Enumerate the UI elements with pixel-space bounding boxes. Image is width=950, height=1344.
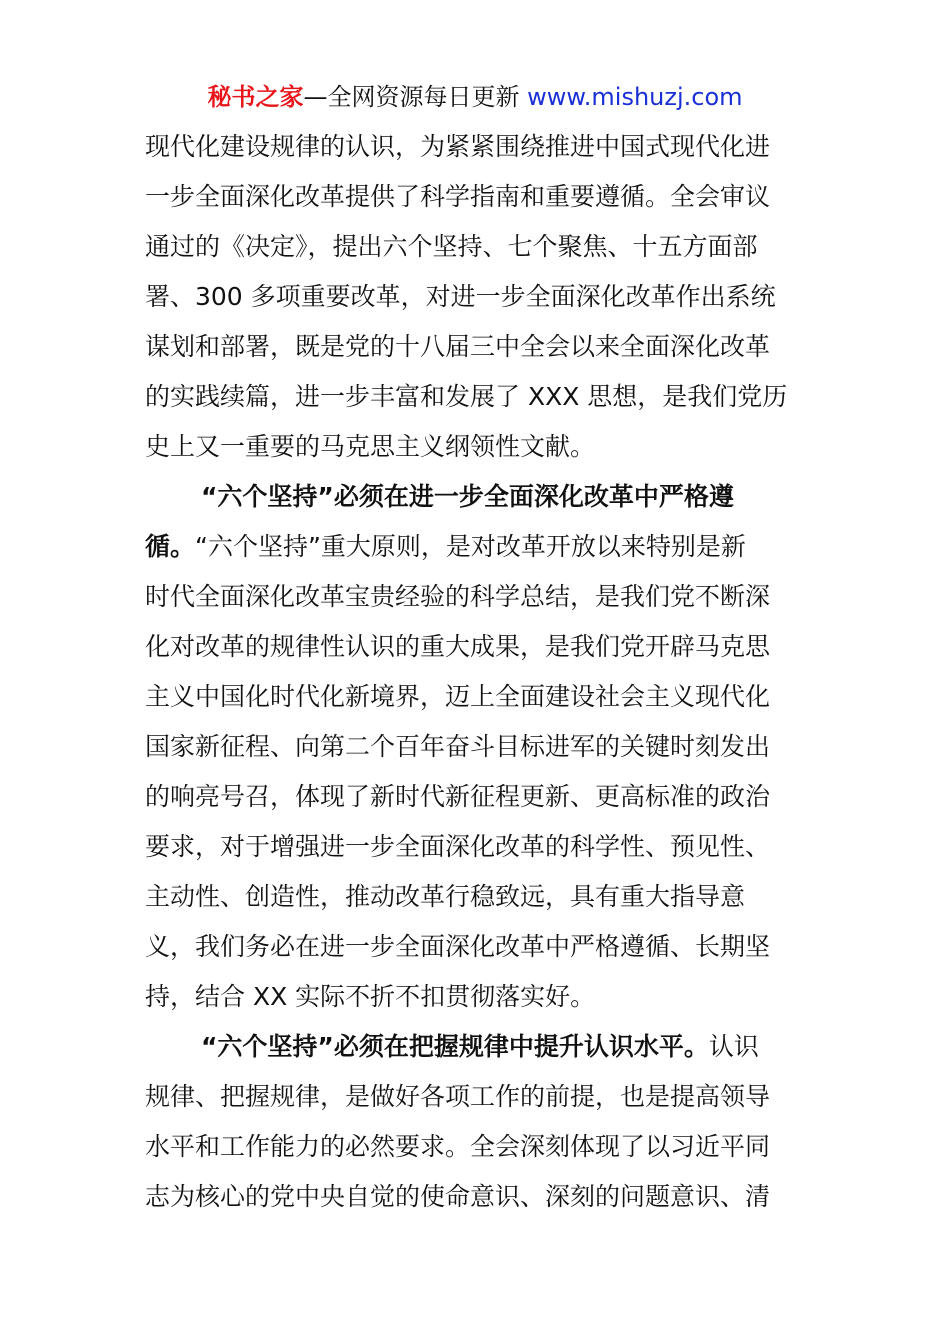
brand-name: 秘书之家 <box>207 83 304 111</box>
text-line <box>145 522 805 572</box>
text-line: 的响亮号召，体现了新时代新征程更新、更高标准的政治 <box>145 782 771 811</box>
header-tagline: —全网资源每日更新 <box>303 83 520 111</box>
text-line: 持，结合 XX 实际不折不扣贯彻落实好。 <box>145 982 596 1011</box>
text-line: 义，我们务必在进一步全面深化改革中严格遵循、长期坚 <box>145 932 771 961</box>
text-line: 主动性、创造性，推动改革行稳致远，具有重大指导意 <box>145 882 746 911</box>
text-line <box>145 1022 805 1072</box>
text-line: 要求，对于增强进一步全面深化改革的科学性、预见性、 <box>145 832 771 861</box>
text-line: 主义中国化时代化新境界，迈上全面建设社会主义现代化 <box>145 682 771 711</box>
section-heading-end: 循。 <box>145 532 196 561</box>
section-heading: “六个坚持”必须在把握规律中提升认识水平。 <box>201 1032 709 1061</box>
text-line: 志为核心的党中央自觉的使命意识、深刻的问题意识、清 <box>145 1182 771 1211</box>
text-line: 通过的《决定》，提出六个坚持、七个聚焦、十五方面部 <box>145 232 758 261</box>
text-span: 认识 <box>708 1032 759 1061</box>
text-line: 的实践续篇，进一步丰富和发展了 XXX 思想，是我们党历 <box>145 382 788 411</box>
text-line: 水平和工作能力的必然要求。全会深刻体现了以习近平同 <box>145 1132 771 1161</box>
section-heading: “六个坚持”必须在进一步全面深化改革中严格遵 <box>201 482 734 511</box>
site-header <box>0 80 950 114</box>
text-line: 谋划和部署，既是党的十八届三中全会以来全面深化改革 <box>145 332 771 361</box>
document-body <box>145 122 805 1222</box>
text-line: 时代全面深化改革宝贵经验的科学总结，是我们党不断深 <box>145 582 771 611</box>
text-line: 署、300 多项重要改革，对进一步全面深化改革作出系统 <box>145 282 776 311</box>
text-line: 现代化建设规律的认识，为紧紧围绕推进中国式现代化进 <box>145 132 771 161</box>
text-line: 规律、把握规律，是做好各项工作的前提，也是提高领导 <box>145 1082 771 1111</box>
text-line: 国家新征程、向第二个百年奋斗目标进军的关键时刻发出 <box>145 732 771 761</box>
text-line: 化对改革的规律性认识的重大成果，是我们党开辟马克思 <box>145 632 771 661</box>
text-line: 一步全面深化改革提供了科学指南和重要遵循。全会审议 <box>145 182 771 211</box>
text-line: 史上又一重要的马克思主义纲领性文献。 <box>145 432 596 461</box>
site-url-link[interactable]: www.mishuzj.com <box>527 83 743 111</box>
text-span: “六个坚持”重大原则，是对改革开放以来特别是新 <box>195 532 746 561</box>
